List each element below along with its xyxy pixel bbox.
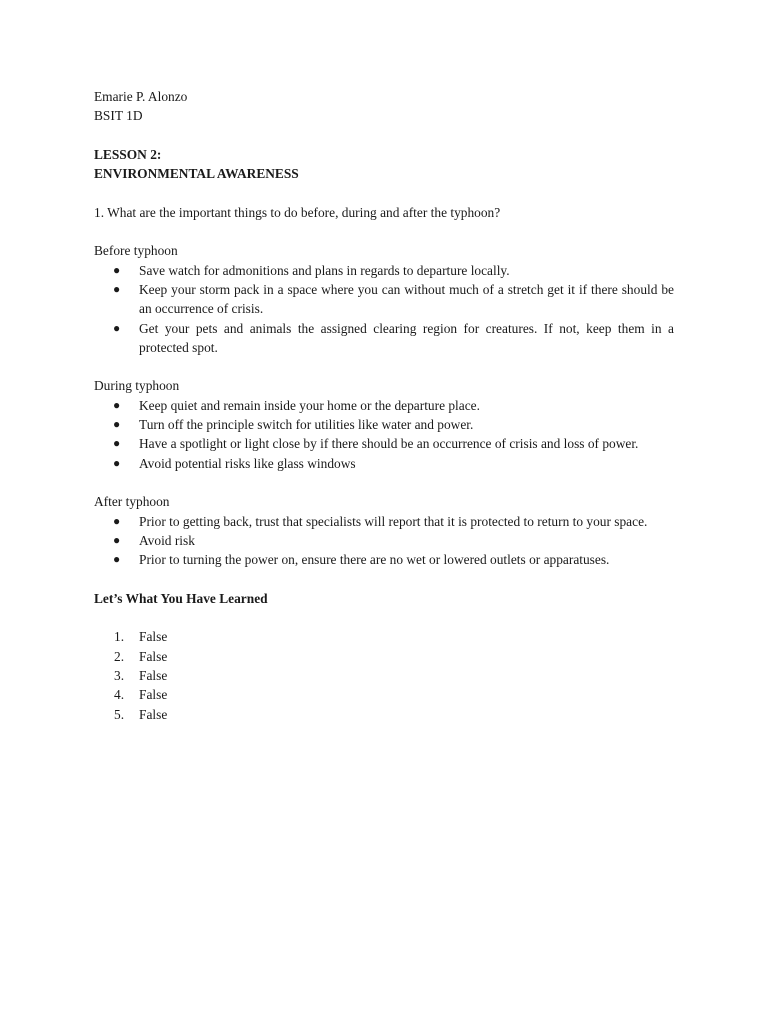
bullet-icon: ● — [113, 262, 121, 277]
answer-number: 1. — [114, 629, 125, 645]
before-typhoon-list — [94, 261, 674, 357]
list-item — [94, 512, 674, 531]
answer-text: False — [139, 648, 168, 664]
bullet-icon: ● — [113, 552, 121, 567]
document-body — [94, 87, 674, 724]
lesson-number: LESSON 2: — [94, 146, 162, 162]
list-item-text: Have a spotlight or light close by if there should be an occurrence of crisis and loss of power. — [139, 436, 639, 452]
answer-text: False — [139, 629, 168, 645]
list-item-text: Prior to turning the power on, ensure there are no wet or lowered outlets or apparatuses. — [139, 552, 610, 568]
bullet-icon: ● — [113, 436, 121, 451]
after-typhoon-label: After typhoon — [94, 494, 170, 510]
answer-item — [94, 627, 674, 646]
list-item — [94, 261, 674, 280]
answer-item — [94, 705, 674, 724]
answer-number: 5. — [114, 706, 125, 722]
answer-number: 3. — [114, 667, 125, 683]
question-text: 1. What are the important things to do before, during and after the typhoon? — [94, 204, 501, 220]
during-typhoon-label: During typhoon — [94, 378, 180, 394]
list-item-text: Turn off the principle switch for utilities like water and power. — [139, 417, 474, 433]
answer-text: False — [139, 667, 168, 683]
bullet-icon: ● — [113, 417, 121, 432]
list-item — [94, 319, 674, 358]
bullet-icon: ● — [113, 281, 121, 296]
bullet-icon: ● — [113, 455, 121, 470]
list-item-text: Keep quiet and remain inside your home or the departure place. — [139, 397, 480, 413]
bullet-icon: ● — [113, 513, 121, 528]
learned-heading: Let’s What You Have Learned — [94, 590, 268, 606]
list-item — [94, 454, 674, 473]
list-item-text: Avoid risk — [139, 532, 195, 548]
list-item — [94, 531, 674, 550]
answer-number: 4. — [114, 687, 125, 703]
lesson-title: ENVIRONMENTAL AWARENESS — [94, 166, 299, 182]
answers-list — [94, 627, 674, 723]
list-item-text: Avoid potential risks like glass windows — [139, 455, 356, 471]
bullet-icon: ● — [113, 532, 121, 547]
list-item-text: Get your pets and animals the assigned clearing region for creatures. If not, keep them in a protected spot. — [139, 320, 674, 355]
list-item — [94, 434, 674, 453]
during-typhoon-list — [94, 396, 674, 473]
after-typhoon-list — [94, 512, 674, 570]
before-typhoon-label: Before typhoon — [94, 243, 178, 259]
student-section: BSIT 1D — [94, 108, 143, 124]
list-item — [94, 415, 674, 434]
list-item — [94, 280, 674, 319]
list-item-text: Prior to getting back, trust that specialists will report that it is protected to return to your space. — [139, 513, 648, 529]
answer-item — [94, 647, 674, 666]
list-item — [94, 396, 674, 415]
bullet-icon: ● — [113, 397, 121, 412]
answer-item — [94, 666, 674, 685]
answer-number: 2. — [114, 648, 125, 664]
answer-text: False — [139, 687, 168, 703]
answer-item — [94, 685, 674, 704]
list-item — [94, 550, 674, 569]
student-name: Emarie P. Alonzo — [94, 89, 188, 104]
list-item-text: Keep your storm pack in a space where you can without much of a stretch get it if there should be an occurrence of crisis. — [139, 281, 674, 317]
bullet-icon: ● — [113, 320, 121, 335]
answer-text: False — [139, 706, 168, 722]
list-item-text: Save watch for admonitions and plans in regards to departure locally. — [139, 262, 510, 278]
